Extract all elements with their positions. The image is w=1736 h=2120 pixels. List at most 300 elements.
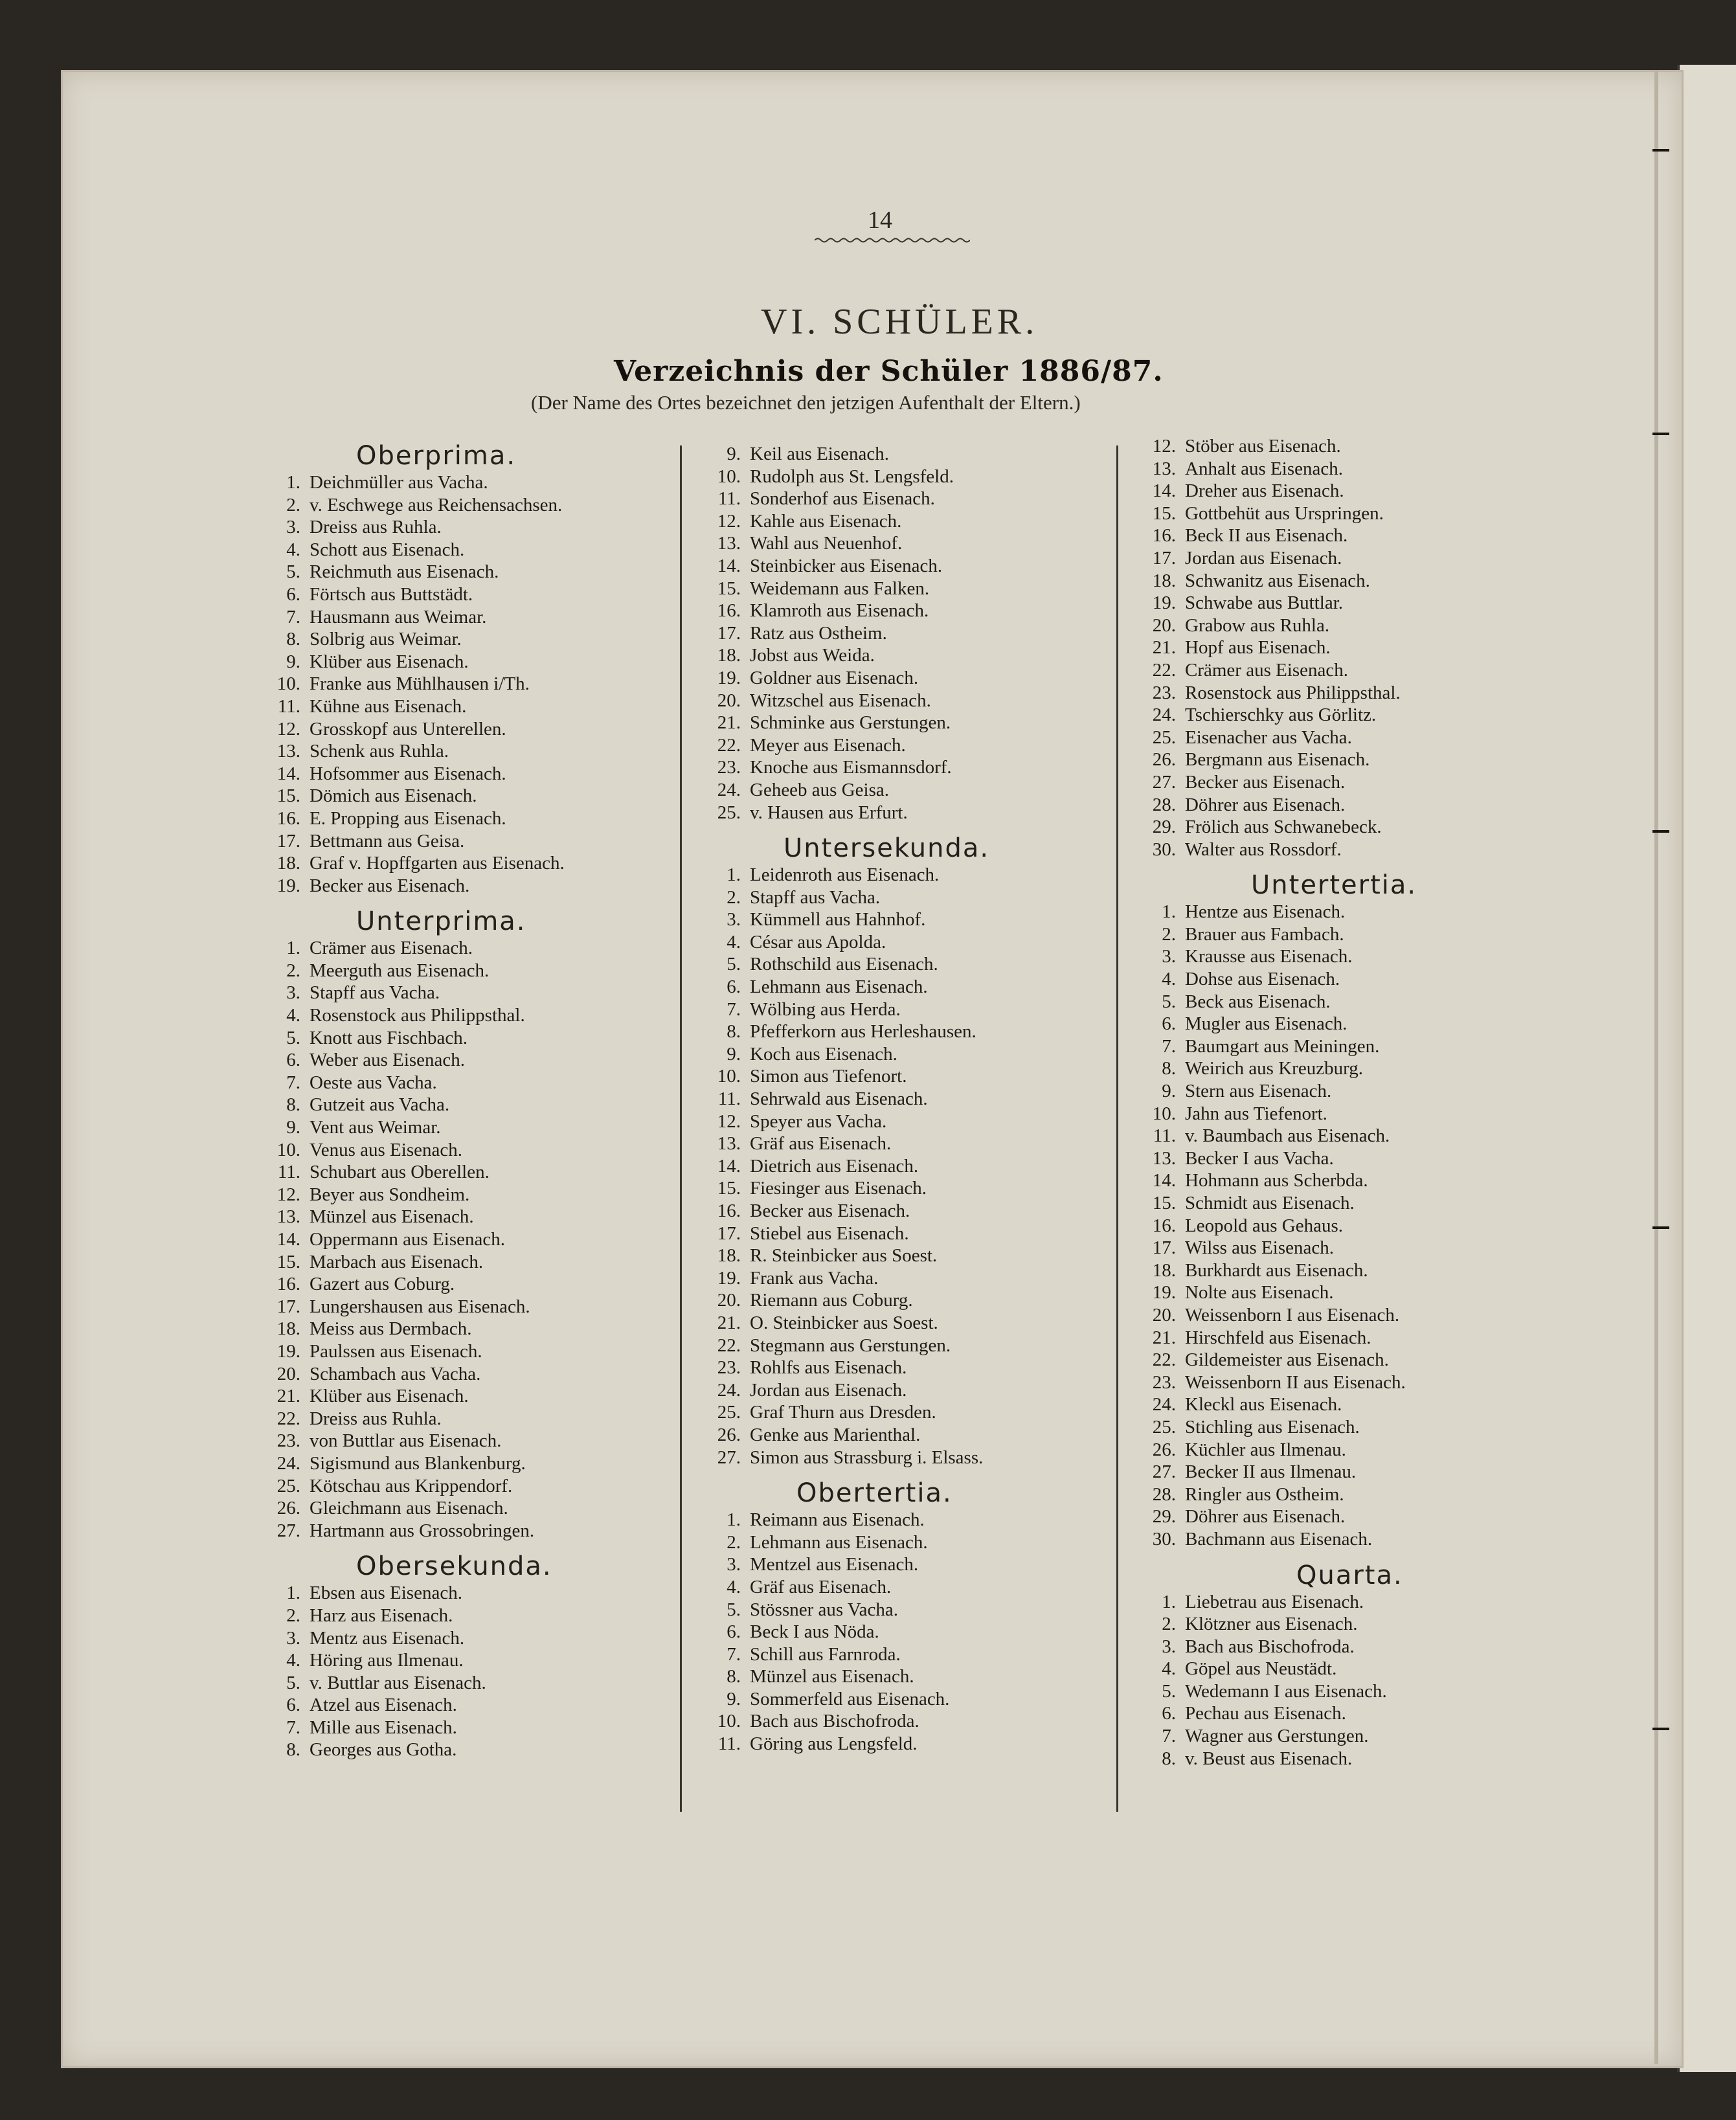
student-entry — [1134, 637, 1575, 659]
entry-number: 15. — [1152, 502, 1176, 524]
entry-name: Grabow aus Ruhla. — [1185, 615, 1330, 636]
student-entry — [699, 1509, 1114, 1531]
student-entry — [1134, 968, 1575, 991]
entry-number: 4. — [1162, 1658, 1176, 1680]
student-entry — [1134, 1483, 1575, 1506]
entry-number: 5. — [286, 561, 300, 583]
untertertia-list — [1134, 901, 1575, 1550]
obersekunda-list — [259, 1582, 673, 1761]
entry-number: 23. — [276, 1430, 300, 1452]
entry-number: 18. — [1152, 570, 1176, 591]
entry-name: Dreiss aus Ruhla. — [310, 1408, 442, 1429]
entry-number: 12. — [717, 1111, 741, 1132]
entry-name: Hopf aus Eisenach. — [1185, 637, 1331, 659]
student-entry — [699, 1665, 1114, 1688]
entry-name: Hofsommer aus Eisenach. — [310, 763, 506, 784]
student-entry — [1134, 1748, 1575, 1770]
student-entry — [1134, 1505, 1575, 1528]
unterprima-list — [259, 937, 673, 1542]
entry-number: 25. — [276, 1475, 300, 1496]
entry-name: Jordan aus Eisenach. — [750, 1379, 907, 1401]
entry-number: 22. — [1152, 659, 1176, 681]
entry-name: Beck II aus Eisenach. — [1185, 525, 1348, 547]
entry-name: Mugler aus Eisenach. — [1185, 1013, 1347, 1035]
entry-number: 13. — [276, 741, 300, 762]
entry-number: 13. — [717, 1133, 741, 1155]
entry-number: 20. — [1152, 1304, 1176, 1325]
entry-number: 9. — [286, 1117, 300, 1138]
entry-number: 8. — [1162, 1748, 1176, 1769]
student-entry — [1134, 1125, 1575, 1147]
entry-number: 18. — [276, 1318, 300, 1340]
student-entry — [1134, 1613, 1575, 1636]
entry-number: 24. — [276, 1452, 300, 1474]
entry-number: 27. — [717, 1447, 741, 1468]
entry-name: Mentz aus Eisenach. — [310, 1627, 465, 1649]
student-entry — [1134, 1725, 1575, 1748]
entry-number: 27. — [1152, 771, 1176, 793]
entry-name: Crämer aus Eisenach. — [310, 938, 473, 959]
entry-name: Walter aus Rossdorf. — [1185, 839, 1342, 860]
entry-number: 7. — [727, 998, 741, 1020]
student-entry — [259, 1116, 673, 1139]
entry-number: 13. — [717, 533, 741, 554]
student-entry — [259, 471, 673, 494]
entry-number: 2. — [286, 494, 300, 515]
entry-number: 2. — [286, 1605, 300, 1626]
entry-number: 3. — [727, 1554, 741, 1575]
entry-name: Schmidt aus Eisenach. — [1185, 1193, 1355, 1213]
entry-name: v. Beust aus Eisenach. — [1185, 1748, 1353, 1769]
student-entry — [1134, 1658, 1575, 1680]
entry-name: Rohlfs aus Eisenach. — [750, 1357, 907, 1379]
entry-number: 15. — [717, 578, 741, 599]
entry-number: 20. — [1152, 615, 1176, 636]
entry-name: Knoche aus Eismannsdorf. — [750, 757, 952, 778]
entry-name: v. Eschwege aus Reichensachsen. — [310, 494, 563, 515]
entry-number: 19. — [1152, 1282, 1176, 1303]
entry-name: Rosenstock aus Philippsthal. — [1185, 682, 1401, 703]
entry-number: 24. — [717, 1379, 741, 1401]
entry-number: 11. — [1153, 1125, 1176, 1147]
entry-number: 4. — [286, 1005, 300, 1026]
student-entry — [1134, 1528, 1575, 1551]
student-entry — [259, 960, 673, 982]
student-entry — [259, 1717, 673, 1739]
entry-name: Dreher aus Eisenach. — [1185, 480, 1344, 502]
student-entry — [259, 1452, 673, 1475]
entry-name: Schenk aus Ruhla. — [310, 741, 449, 762]
student-entry — [699, 1710, 1114, 1733]
entry-number: 22. — [1152, 1349, 1176, 1371]
entry-number: 6. — [727, 976, 741, 998]
facing-page-edge — [1677, 65, 1736, 2072]
entry-name: Ratz aus Ostheim. — [750, 622, 887, 644]
student-entry — [699, 532, 1114, 555]
entry-name: Göring aus Lengsfeld. — [750, 1733, 918, 1755]
student-entry — [699, 1379, 1114, 1402]
entry-number: 1. — [1162, 1591, 1176, 1612]
entry-name: Becker I aus Vacha. — [1185, 1147, 1334, 1169]
student-entry — [699, 667, 1114, 690]
student-entry — [259, 1049, 673, 1072]
entry-number: 1. — [727, 864, 741, 886]
entry-number: 13. — [1152, 458, 1176, 479]
entry-name: Oppermann aus Eisenach. — [310, 1229, 505, 1250]
student-entry — [1134, 1237, 1575, 1259]
entry-number: 8. — [1162, 1058, 1176, 1079]
entry-name: Meiss aus Dermbach. — [310, 1318, 472, 1340]
entry-name: Wahl aus Neuenhof. — [750, 533, 903, 554]
entry-number: 14. — [276, 763, 300, 784]
entry-name: Wilss aus Eisenach. — [1185, 1237, 1334, 1259]
student-entry — [259, 1408, 673, 1430]
student-entry — [259, 763, 673, 785]
entry-number: 1. — [1162, 901, 1176, 923]
student-entry — [699, 931, 1114, 954]
student-entry — [1134, 771, 1575, 794]
student-entry — [259, 1273, 673, 1296]
student-entry — [1134, 1103, 1575, 1125]
entry-number: 11. — [717, 1088, 741, 1110]
class-title-untertertia: Untertertia. — [1251, 870, 1417, 901]
entry-name: Knott aus Fischbach. — [310, 1027, 468, 1048]
entry-name: Vent aus Weimar. — [310, 1117, 441, 1138]
student-entry — [1134, 1702, 1575, 1725]
student-entry — [699, 779, 1114, 802]
student-entry — [259, 695, 673, 718]
student-entry — [1134, 1636, 1575, 1658]
entry-name: Becker II aus Ilmenau. — [1185, 1461, 1357, 1483]
entry-name: Schill aus Farnroda. — [750, 1643, 901, 1665]
column-2 — [699, 443, 1114, 1755]
entry-name: Harz aus Eisenach. — [310, 1605, 453, 1626]
entry-number: 28. — [1152, 794, 1176, 815]
entry-number: 11. — [277, 695, 300, 717]
entry-name: Rosenstock aus Philippsthal. — [310, 1005, 525, 1026]
entry-number: 7. — [727, 1643, 741, 1665]
student-entry — [259, 1475, 673, 1498]
student-entry — [1134, 1371, 1575, 1394]
binding-thread-mark — [1652, 1226, 1669, 1229]
entry-name: Marbach aus Eisenach. — [310, 1251, 484, 1272]
student-entry — [259, 1582, 673, 1605]
student-entry — [1134, 524, 1575, 547]
student-entry — [259, 1161, 673, 1184]
entry-name: Nolte aus Eisenach. — [1185, 1282, 1334, 1303]
entry-name: Franke aus Mühlhausen i/Th. — [310, 673, 530, 695]
entry-number: 20. — [276, 1363, 300, 1384]
entry-name: Becker aus Eisenach. — [750, 1201, 910, 1221]
student-entry — [699, 1133, 1114, 1155]
student-entry — [259, 1228, 673, 1251]
entry-name: v. Hausen aus Erfurt. — [750, 802, 908, 823]
entry-name: Gildemeister aus Eisenach. — [1185, 1349, 1389, 1371]
entry-name: Stegmann aus Gerstungen. — [750, 1335, 951, 1356]
entry-name: Leopold aus Gehaus. — [1185, 1215, 1344, 1236]
entry-name: R. Steinbicker aus Soest. — [750, 1245, 938, 1267]
entry-number: 18. — [276, 853, 300, 874]
binding-thread-mark — [1652, 1728, 1669, 1730]
entry-name: Lehmann aus Eisenach. — [750, 976, 928, 998]
class-title-obertertia: Obertertia. — [796, 1478, 953, 1509]
entry-number: 22. — [276, 1408, 300, 1429]
student-entry — [699, 1553, 1114, 1576]
entry-number: 2. — [727, 886, 741, 908]
student-entry — [259, 1027, 673, 1050]
entry-name: Gottbehüt aus Urspringen. — [1185, 502, 1384, 524]
entry-name: Baumgart aus Meiningen. — [1185, 1035, 1380, 1057]
entry-number: 29. — [1152, 1506, 1176, 1528]
student-entry — [259, 1385, 673, 1408]
entry-number: 8. — [286, 1739, 300, 1761]
student-entry — [259, 982, 673, 1004]
entry-number: 10. — [276, 1139, 300, 1160]
entry-name: Solbrig aus Weimar. — [310, 629, 462, 650]
student-entry — [1134, 816, 1575, 839]
obertertia-list-continued — [1134, 435, 1575, 861]
entry-number: 16. — [717, 1201, 741, 1221]
obersekunda-list-continued — [699, 443, 1114, 824]
entry-name: Krausse aus Eisenach. — [1185, 946, 1353, 967]
entry-number: 1. — [727, 1509, 741, 1531]
untersekunda-list — [699, 864, 1114, 1469]
entry-name: Kahle aus Eisenach. — [750, 510, 902, 532]
entry-number: 8. — [727, 1666, 741, 1687]
student-entry — [699, 976, 1114, 998]
student-entry — [699, 1688, 1114, 1711]
student-entry — [699, 1733, 1114, 1755]
entry-number: 14. — [717, 555, 741, 576]
entry-name: Sehrwald aus Eisenach. — [750, 1088, 928, 1110]
entry-name: Jahn aus Tiefenort. — [1185, 1103, 1327, 1124]
student-entry — [699, 1312, 1114, 1335]
entry-number: 5. — [1162, 1680, 1176, 1702]
student-entry — [1134, 1327, 1575, 1349]
entry-name: Hartmann aus Grossobringen. — [310, 1520, 535, 1541]
entry-name: Sommerfeld aus Eisenach. — [750, 1688, 950, 1709]
student-entry — [1134, 1259, 1575, 1282]
student-entry — [1134, 794, 1575, 817]
student-entry — [259, 1318, 673, 1340]
student-entry — [1134, 1680, 1575, 1703]
entry-name: Simon aus Strassburg i. Elsass. — [750, 1447, 984, 1468]
entry-name: v. Baumbach aus Eisenach. — [1185, 1125, 1390, 1147]
class-title-untersekunda: Untersekunda. — [783, 833, 990, 864]
entry-number: 6. — [286, 583, 300, 605]
entry-number: 3. — [286, 517, 300, 538]
entry-number: 26. — [717, 1424, 741, 1445]
entry-name: Eisenacher aus Vacha. — [1185, 727, 1352, 748]
entry-name: Schwabe aus Buttlar. — [1185, 592, 1344, 614]
student-entry — [1134, 570, 1575, 592]
student-entry — [259, 1296, 673, 1318]
entry-name: Weirich aus Kreuzburg. — [1185, 1058, 1363, 1079]
entry-number: 17. — [717, 1223, 741, 1244]
entry-name: Crämer aus Eisenach. — [1185, 659, 1349, 681]
student-entry — [259, 628, 673, 651]
student-entry — [699, 1599, 1114, 1621]
entry-name: César aus Apolda. — [750, 931, 886, 953]
binding-thread-mark — [1652, 433, 1669, 435]
entry-name: Weissenborn I aus Eisenach. — [1185, 1304, 1400, 1325]
student-entry — [1134, 1215, 1575, 1237]
column-divider — [680, 445, 682, 1812]
entry-number: 4. — [727, 931, 741, 953]
student-entry — [699, 1155, 1114, 1178]
entry-number: 9. — [727, 1043, 741, 1065]
student-entry — [259, 1627, 673, 1650]
entry-name: Grosskopf aus Unterellen. — [310, 718, 506, 739]
entry-name: Göpel aus Neustädt. — [1185, 1658, 1337, 1680]
entry-number: 12. — [276, 718, 300, 739]
student-entry — [259, 1072, 673, 1094]
ornamental-rule — [815, 236, 970, 245]
student-entry — [1134, 1461, 1575, 1483]
entry-number: 5. — [286, 1672, 300, 1693]
entry-number: 21. — [717, 1312, 741, 1333]
entry-name: Reichmuth aus Eisenach. — [310, 561, 499, 583]
entry-number: 6. — [1162, 1013, 1176, 1035]
entry-number: 22. — [717, 1335, 741, 1356]
entry-number: 28. — [1152, 1483, 1176, 1505]
entry-name: v. Buttlar aus Eisenach. — [310, 1672, 486, 1693]
entry-name: Schott aus Eisenach. — [310, 539, 465, 560]
entry-number: 25. — [717, 1402, 741, 1423]
entry-number: 2. — [286, 960, 300, 981]
student-entry — [1134, 592, 1575, 615]
entry-name: Pfefferkorn aus Herleshausen. — [750, 1021, 976, 1043]
entry-number: 20. — [717, 690, 741, 711]
oberprima-list — [259, 471, 673, 897]
entry-number: 6. — [286, 1050, 300, 1071]
entry-name: Weidemann aus Falken. — [750, 578, 930, 599]
column-divider — [1116, 445, 1118, 1812]
student-entry — [1134, 1393, 1575, 1416]
entry-number: 15. — [276, 785, 300, 807]
student-entry — [699, 1357, 1114, 1379]
entry-number: 27. — [276, 1520, 300, 1541]
student-entry — [699, 1200, 1114, 1223]
entry-number: 15. — [717, 1178, 741, 1199]
entry-name: Beck I aus Nöda. — [750, 1621, 879, 1643]
binding-thread-mark — [1652, 830, 1669, 833]
student-entry — [259, 539, 673, 561]
entry-name: Schwanitz aus Eisenach. — [1185, 570, 1370, 591]
entry-number: 21. — [1152, 637, 1176, 659]
student-entry — [259, 1520, 673, 1542]
entry-name: Klötzner aus Eisenach. — [1185, 1614, 1358, 1635]
entry-number: 7. — [286, 606, 300, 627]
entry-name: Lehmann aus Eisenach. — [750, 1531, 928, 1553]
student-entry — [1134, 1057, 1575, 1080]
entry-number: 4. — [1162, 969, 1176, 990]
entry-name: Meerguth aus Eisenach. — [310, 960, 490, 981]
entry-name: Weber aus Eisenach. — [310, 1050, 466, 1071]
entry-name: Sigismund aus Blankenburg. — [310, 1452, 526, 1474]
student-entry — [259, 937, 673, 960]
entry-number: 20. — [717, 1290, 741, 1311]
entry-number: 14. — [717, 1155, 741, 1177]
student-entry — [699, 1088, 1114, 1111]
student-entry — [259, 494, 673, 517]
student-entry — [699, 510, 1114, 533]
entry-name: Kötschau aus Krippendorf. — [310, 1475, 513, 1496]
entry-number: 2. — [1162, 923, 1176, 945]
student-entry — [699, 886, 1114, 909]
entry-name: Weissenborn II aus Eisenach. — [1185, 1371, 1406, 1393]
binding-margin — [1654, 70, 1658, 2064]
entry-name: Beck aus Eisenach. — [1185, 991, 1331, 1012]
entry-number: 3. — [286, 982, 300, 1004]
entry-name: Keil aus Eisenach. — [750, 444, 890, 464]
entry-name: Bach aus Bischofroda. — [1185, 1636, 1355, 1657]
entry-name: Ringler aus Ostheim. — [1185, 1483, 1344, 1505]
entry-name: Hohmann aus Scherbda. — [1185, 1170, 1368, 1191]
entry-number: 9. — [1162, 1081, 1176, 1102]
section-heading: VI. SCHÜLER. — [761, 302, 1039, 342]
student-entry — [699, 908, 1114, 931]
student-entry — [699, 734, 1114, 757]
student-entry — [259, 785, 673, 807]
entry-name: Riemann aus Coburg. — [750, 1290, 913, 1311]
entry-name: Kühne aus Eisenach. — [310, 695, 467, 717]
entry-name: Genke aus Marienthal. — [750, 1424, 921, 1445]
entry-number: 15. — [276, 1251, 300, 1272]
entry-number: 22. — [717, 734, 741, 756]
entry-name: Kleckl aus Eisenach. — [1185, 1394, 1342, 1415]
column-1 — [259, 440, 673, 1761]
entry-number: 29. — [1152, 817, 1176, 838]
entry-number: 6. — [286, 1695, 300, 1716]
entry-number: 10. — [1152, 1103, 1176, 1124]
entry-number: 2. — [727, 1531, 741, 1553]
entry-name: von Buttlar aus Eisenach. — [310, 1430, 502, 1452]
entry-number: 24. — [1152, 705, 1176, 726]
entry-name: Reimann aus Eisenach. — [750, 1509, 925, 1531]
entry-name: Leidenroth aus Eisenach. — [750, 864, 940, 886]
entry-name: Hausmann aus Weimar. — [310, 606, 487, 627]
entry-number: 18. — [1152, 1259, 1176, 1281]
student-entry — [699, 1043, 1114, 1066]
student-entry — [699, 1177, 1114, 1200]
entry-number: 11. — [717, 1733, 741, 1755]
student-entry — [1134, 901, 1575, 923]
entry-name: Venus aus Eisenach. — [310, 1139, 462, 1160]
entry-name: Dömich aus Eisenach. — [310, 785, 477, 807]
student-entry — [699, 466, 1114, 488]
entry-name: Bergmann aus Eisenach. — [1185, 749, 1370, 771]
student-entry — [259, 1497, 673, 1520]
entry-name: Klüber aus Eisenach. — [310, 651, 469, 672]
entry-number: 23. — [1152, 682, 1176, 703]
entry-name: Mentzel aus Eisenach. — [750, 1554, 919, 1575]
student-entry — [259, 740, 673, 763]
student-entry — [1134, 615, 1575, 637]
note: (Der Name des Ortes bezeichnet den jetzigen Aufenthalt der Eltern.) — [531, 391, 1081, 414]
entry-name: Wedemann I aus Eisenach. — [1185, 1680, 1387, 1702]
student-entry — [1134, 839, 1575, 861]
entry-name: E. Propping aus Eisenach. — [310, 807, 506, 829]
entry-name: Küchler aus Ilmenau. — [1185, 1439, 1346, 1460]
entry-name: Tschierschky aus Görlitz. — [1185, 705, 1377, 726]
quarta-list — [1134, 1591, 1575, 1770]
entry-number: 6. — [1162, 1703, 1176, 1724]
entry-name: Hentze aus Eisenach. — [1185, 901, 1346, 923]
student-entry — [259, 1184, 673, 1206]
entry-number: 26. — [276, 1498, 300, 1519]
student-entry — [1134, 1304, 1575, 1327]
